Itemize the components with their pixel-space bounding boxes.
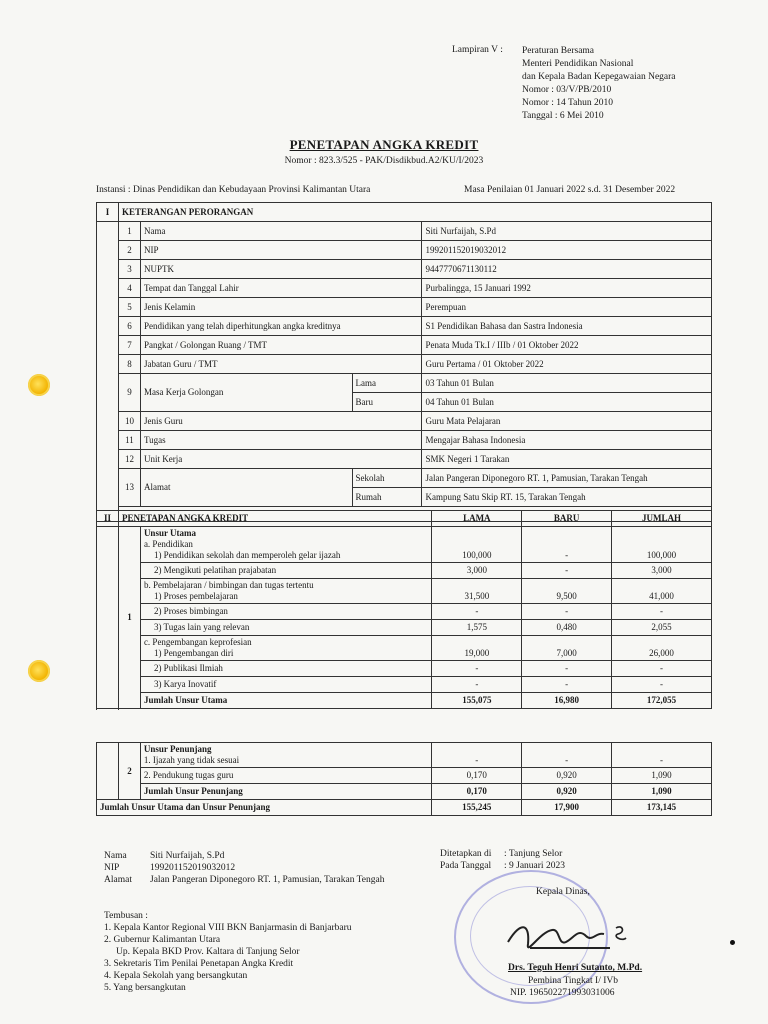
identity-label: Alamat <box>104 875 132 885</box>
section-title: PENETAPAN ANGKA KREDIT <box>118 511 431 527</box>
tanggal-value: : 9 Januari 2023 <box>504 861 565 871</box>
row-label: Tempat dan Tanggal Lahir <box>140 279 422 298</box>
personal-info-table <box>96 202 712 522</box>
total-row <box>97 693 712 709</box>
row-value: Siti Nurfaijah, S.Pd <box>422 222 712 241</box>
identity-label: Nama <box>104 851 127 861</box>
value-jumlah: - <box>612 677 712 693</box>
table-row <box>97 374 712 393</box>
total-baru: 16,980 <box>522 693 612 709</box>
grand-total-label: Jumlah Unsur Utama dan Unsur Penunjang <box>97 800 432 816</box>
row-number: 9 <box>118 374 140 412</box>
row-value: 199201152019032012 <box>422 241 712 260</box>
value-baru: - <box>522 661 612 677</box>
value-baru: 0,480 <box>522 620 612 636</box>
ink-dot <box>730 940 735 945</box>
section-number: I <box>97 203 119 222</box>
table-row <box>97 450 712 469</box>
row-label: Nama <box>140 222 422 241</box>
regulation-line: Nomor : 14 Tahun 2010 <box>522 98 613 108</box>
row-number: 3 <box>118 260 140 279</box>
signer-rank: Pembina Tingkat I/ IVb <box>528 976 618 986</box>
identity-value: Siti Nurfaijah, S.Pd <box>150 851 225 861</box>
signature-icon <box>500 912 630 962</box>
table-row <box>97 743 712 768</box>
regulation-line: dan Kepala Badan Kepegawaian Negara <box>522 72 676 82</box>
row-number: 11 <box>118 431 140 450</box>
document-number: Nomor : 823.3/525 - PAK/Disdikbud.A2/KU/I/2023 <box>284 156 484 166</box>
row-value: Guru Mata Pelajaran <box>422 412 712 431</box>
row-value: Kampung Satu Skip RT. 15, Tarakan Tengah <box>422 488 712 507</box>
item-label: 1) Pengembangan diri <box>153 648 234 658</box>
row-label <box>140 527 431 563</box>
item-label: 2) Proses bimbingan <box>140 604 431 620</box>
value-lama: 19,000 <box>432 636 522 661</box>
value-jumlah: 1,090 <box>612 768 712 784</box>
regulation-line: Peraturan Bersama <box>522 46 595 56</box>
group-number: 2 <box>118 743 140 800</box>
document-title: PENETAPAN ANGKA KREDIT <box>289 137 479 152</box>
spacer-cell <box>97 743 119 800</box>
tembusan-item: 5. Yang bersangkutan <box>104 983 186 993</box>
table-row <box>97 317 712 336</box>
row-number: 12 <box>118 450 140 469</box>
ditetapkan-value: : Tanjung Selor <box>504 849 563 859</box>
value-baru: 0,920 <box>522 768 612 784</box>
value-lama: 3,000 <box>432 563 522 579</box>
section-header-row <box>97 203 712 222</box>
credit-score-table <box>96 510 712 709</box>
row-number: 6 <box>118 317 140 336</box>
tembusan-item: 2. Gubernur Kalimantan Utara <box>104 935 221 945</box>
subgroup-title: b. Pembelajaran / bimbingan dan tugas tertentu <box>143 580 314 590</box>
value-lama: - <box>432 677 522 693</box>
row-label <box>140 743 431 768</box>
row-label: Jabatan Guru / TMT <box>140 355 422 374</box>
value-jumlah: 2,055 <box>612 620 712 636</box>
row-number: 5 <box>118 298 140 317</box>
total-label: Jumlah Unsur Penunjang <box>140 784 431 800</box>
row-label: Pendidikan yang telah diperhitungkan angka kreditnya <box>140 317 422 336</box>
item-label: 2. Pendukung tugas guru <box>140 768 431 784</box>
row-label: Pangkat / Golongan Ruang / TMT <box>140 336 422 355</box>
column-header-baru: BARU <box>522 511 612 527</box>
table-row <box>97 661 712 677</box>
sub-label: Sekolah <box>352 469 422 488</box>
row-value: S1 Pendidikan Bahasa dan Sastra Indonesia <box>422 317 712 336</box>
item-label: 3) Karya Inovatif <box>140 677 431 693</box>
total-row <box>97 784 712 800</box>
grand-total-lama: 155,245 <box>432 800 522 816</box>
binder-hole-top <box>28 374 50 396</box>
table-row <box>97 298 712 317</box>
value-lama: - <box>432 661 522 677</box>
row-label: NIP <box>140 241 422 260</box>
total-label: Jumlah Unsur Utama <box>140 693 431 709</box>
identity-value: Jalan Pangeran Diponegoro RT. 1, Pamusian, Tarakan Tengah <box>150 875 385 885</box>
row-label: Unit Kerja <box>140 450 422 469</box>
group-number: 1 <box>118 527 140 709</box>
signer-name: Drs. Teguh Henri Sutanto, M.Pd. <box>508 963 643 973</box>
table-row <box>97 412 712 431</box>
table-row <box>97 241 712 260</box>
value-baru: - <box>522 563 612 579</box>
sub-label: Rumah <box>352 488 422 507</box>
row-value: Purbalingga, 15 Januari 1992 <box>422 279 712 298</box>
ditetapkan-block <box>440 848 565 872</box>
value-lama: 0,170 <box>432 768 522 784</box>
total-jumlah: 1,090 <box>612 784 712 800</box>
subgroup-title: c. Pengembangan keprofesian <box>143 637 252 647</box>
row-value: Perempuan <box>422 298 712 317</box>
row-label: Alamat <box>140 469 352 507</box>
value-jumlah: 100,000 <box>612 527 712 563</box>
row-label: Tugas <box>140 431 422 450</box>
value-lama: 1,575 <box>432 620 522 636</box>
signer-position: Kepala Dinas, <box>536 887 590 897</box>
value-baru: 9,500 <box>522 579 612 604</box>
row-label: NUPTK <box>140 260 422 279</box>
value-baru: 7,000 <box>522 636 612 661</box>
row-number: 7 <box>118 336 140 355</box>
value-lama: 31,500 <box>432 579 522 604</box>
tembusan-item: 3. Sekretaris Tim Penilai Penetapan Angka Kredit <box>104 959 294 969</box>
row-label <box>140 579 431 604</box>
tanggal-label: Pada Tanggal <box>440 861 492 871</box>
sub-label: Lama <box>352 374 422 393</box>
binder-hole-bottom <box>28 660 50 682</box>
section-title: KETERANGAN PERORANGAN <box>118 203 711 222</box>
value-baru: - <box>522 677 612 693</box>
row-value: 03 Tahun 01 Bulan <box>422 374 712 393</box>
row-value: Penata Muda Tk.I / IIIb / 01 Oktober 2022 <box>422 336 712 355</box>
table-row <box>97 527 712 563</box>
table-row <box>97 579 712 604</box>
group-heading: Unsur Utama <box>143 528 197 538</box>
table-row <box>97 604 712 620</box>
value-jumlah: - <box>612 743 712 768</box>
table-row <box>97 260 712 279</box>
row-label: Masa Kerja Golongan <box>140 374 352 412</box>
row-number: 13 <box>118 469 140 507</box>
table-row <box>97 279 712 298</box>
column-header-jumlah: JUMLAH <box>612 511 712 527</box>
table-row <box>97 431 712 450</box>
regulation-reference <box>522 45 722 123</box>
table-row <box>97 355 712 374</box>
row-label: Jenis Guru <box>140 412 422 431</box>
regulation-line: Menteri Pendidikan Nasional <box>522 59 634 69</box>
value-jumlah: 41,000 <box>612 579 712 604</box>
row-number: 1 <box>118 222 140 241</box>
table-row <box>97 768 712 784</box>
total-lama: 0,170 <box>432 784 522 800</box>
row-number: 4 <box>118 279 140 298</box>
tembusan-item: 1. Kepala Kantor Regional VIII BKN Banjarmasin di Banjarbaru <box>104 923 352 933</box>
group-heading: Unsur Penunjang <box>143 744 212 754</box>
section-header-row <box>97 511 712 527</box>
table-row <box>97 636 712 661</box>
tembusan-item: Up. Kepala BKD Prov. Kaltara di Tanjung Selor <box>116 947 300 957</box>
row-value: SMK Negeri 1 Tarakan <box>422 450 712 469</box>
row-number: 10 <box>118 412 140 431</box>
identity-block <box>104 850 385 886</box>
item-label: 3) Tugas lain yang relevan <box>140 620 431 636</box>
row-value: Mengajar Bahasa Indonesia <box>422 431 712 450</box>
ditetapkan-label: Ditetapkan di <box>440 849 492 859</box>
item-label: 1) Pendidikan sekolah dan memperoleh gelar ijazah <box>153 550 341 560</box>
item-label: 1) Proses pembelajaran <box>153 591 238 601</box>
row-value: 9447770671130112 <box>422 260 712 279</box>
tembusan-title: Tembusan : <box>104 911 148 921</box>
spacer-cell <box>97 527 119 709</box>
value-lama: - <box>432 743 522 768</box>
value-jumlah: - <box>612 661 712 677</box>
table-row <box>97 677 712 693</box>
value-lama: - <box>432 604 522 620</box>
row-label <box>140 636 431 661</box>
grand-total-row <box>97 800 712 816</box>
item-label: 2) Mengikuti pelatihan prajabatan <box>140 563 431 579</box>
table-row <box>97 620 712 636</box>
regulation-line: Tanggal : 6 Mei 2010 <box>522 111 604 121</box>
support-score-table <box>96 742 712 816</box>
identity-label: NIP <box>104 863 120 873</box>
item-label: 2) Publikasi Ilmiah <box>140 661 431 677</box>
column-header-lama: LAMA <box>432 511 522 527</box>
section-number: II <box>97 511 119 527</box>
spacer-cell <box>97 222 119 522</box>
row-value: Jalan Pangeran Diponegoro RT. 1, Pamusian, Tarakan Tengah <box>422 469 712 488</box>
tembusan-block <box>104 910 352 994</box>
subgroup-title: a. Pendidikan <box>143 539 193 549</box>
value-baru: - <box>522 743 612 768</box>
grand-total-jumlah: 173,145 <box>612 800 712 816</box>
row-value: 04 Tahun 01 Bulan <box>422 393 712 412</box>
table-row <box>97 336 712 355</box>
value-jumlah: 3,000 <box>612 563 712 579</box>
total-baru: 0,920 <box>522 784 612 800</box>
item-label: 1. Ijazah yang tidak sesuai <box>143 755 240 765</box>
regulation-line: Nomor : 03/V/PB/2010 <box>522 85 612 95</box>
identity-value: 199201152019032012 <box>150 863 236 873</box>
total-jumlah: 172,055 <box>612 693 712 709</box>
assessment-period: Masa Penilaian 01 Januari 2022 s.d. 31 Desember 2022 <box>464 185 676 195</box>
total-lama: 155,075 <box>432 693 522 709</box>
signer-nip: NIP. 196502271993031006 <box>510 988 615 998</box>
table-row <box>97 222 712 241</box>
row-label: Jenis Kelamin <box>140 298 422 317</box>
value-lama: 100,000 <box>432 527 522 563</box>
row-value: Guru Pertama / 01 Oktober 2022 <box>422 355 712 374</box>
instansi: Instansi : Dinas Pendidikan dan Kebudayaan Provinsi Kalimantan Utara <box>96 185 371 195</box>
row-number: 2 <box>118 241 140 260</box>
sub-label: Baru <box>352 393 422 412</box>
value-jumlah: - <box>612 604 712 620</box>
tembusan-item: 4. Kepala Sekolah yang bersangkutan <box>104 971 248 981</box>
value-baru: - <box>522 527 612 563</box>
table-row <box>97 469 712 488</box>
grand-total-baru: 17,900 <box>522 800 612 816</box>
value-jumlah: 26,000 <box>612 636 712 661</box>
lampiran-label: Lampiran V : <box>452 45 503 55</box>
row-number: 8 <box>118 355 140 374</box>
value-baru: - <box>522 604 612 620</box>
table-row <box>97 563 712 579</box>
